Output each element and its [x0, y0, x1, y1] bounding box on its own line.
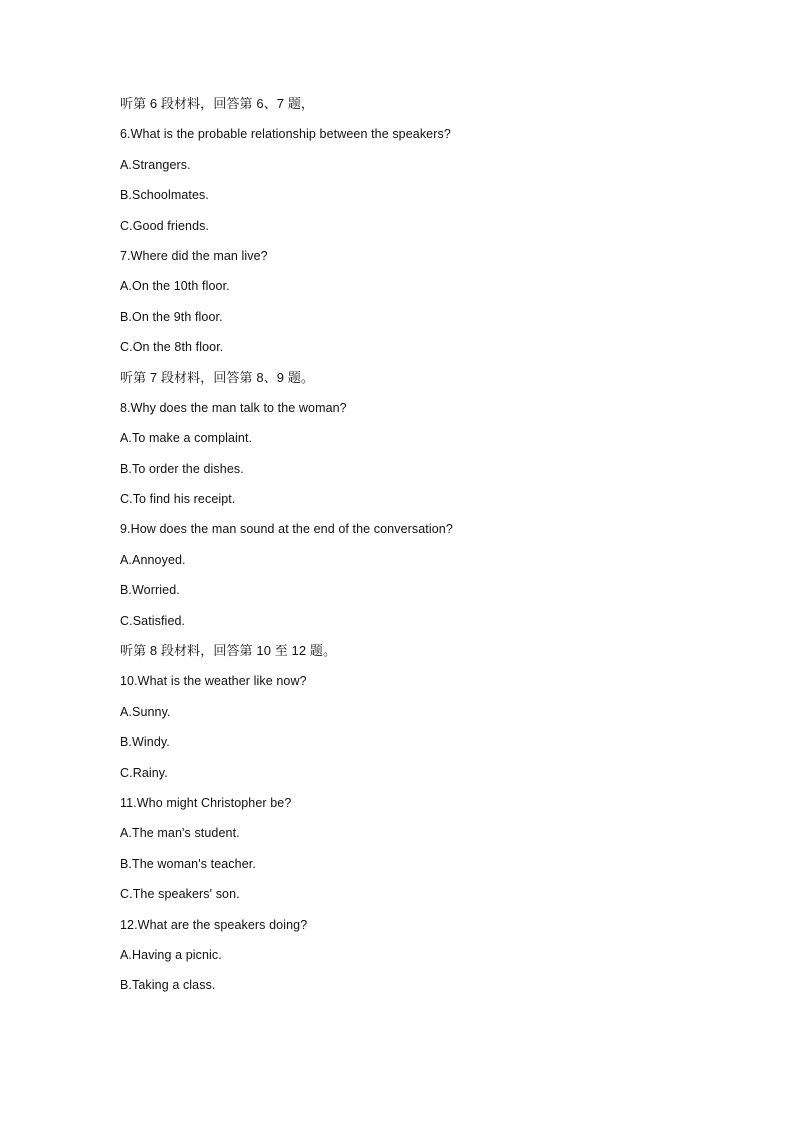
answer-option: B.On the 9th floor. [120, 309, 223, 324]
answer-option: B.Schoolmates. [120, 188, 209, 203]
answer-option: B.To order the dishes. [120, 461, 244, 476]
answer-option: C.To find his receipt. [120, 492, 236, 507]
question-text: 11.Who might Christopher be? [120, 795, 292, 810]
answer-option: C.Rainy. [120, 765, 168, 780]
section-header: 听第 6 段材料，回答第 6、7 题， [120, 96, 315, 111]
question-text: 9.How does the man sound at the end of the conversation? [120, 522, 453, 537]
answer-option: C.The speakers' son. [120, 887, 240, 902]
section-header: 听第 8 段材料，回答第 10 至 12 题。 [120, 643, 337, 659]
answer-option: C.Satisfied. [120, 613, 186, 628]
answer-option: A.Strangers. [120, 157, 191, 172]
answer-option: A.On the 10th floor. [120, 279, 230, 294]
question-list [120, 94, 720, 1006]
answer-option: B.Windy. [120, 735, 170, 750]
answer-option: A.Annoyed. [120, 552, 186, 567]
answer-option: A.Sunny. [120, 704, 171, 719]
question-text: 6.What is the probable relationship between the speakers? [120, 127, 451, 142]
answer-option: A.The man's student. [120, 826, 240, 841]
answer-option: C.On the 8th floor. [120, 340, 224, 355]
question-text: 12.What are the speakers doing? [120, 917, 308, 932]
question-text: 10.What is the weather like now? [120, 674, 307, 689]
answer-option: A.To make a complaint. [120, 431, 253, 446]
question-text: 8.Why does the man talk to the woman? [120, 400, 347, 415]
answer-option: B.Taking a class. [120, 978, 216, 993]
section-header: 听第 7 段材料，回答第 8、9 题。 [120, 369, 315, 385]
answer-option: B.Worried. [120, 583, 180, 598]
answer-option: B.The woman's teacher. [120, 856, 256, 871]
answer-option: C.Good friends. [120, 218, 210, 233]
answer-option: A.Having a picnic. [120, 947, 222, 962]
question-text: 7.Where did the man live? [120, 248, 268, 263]
